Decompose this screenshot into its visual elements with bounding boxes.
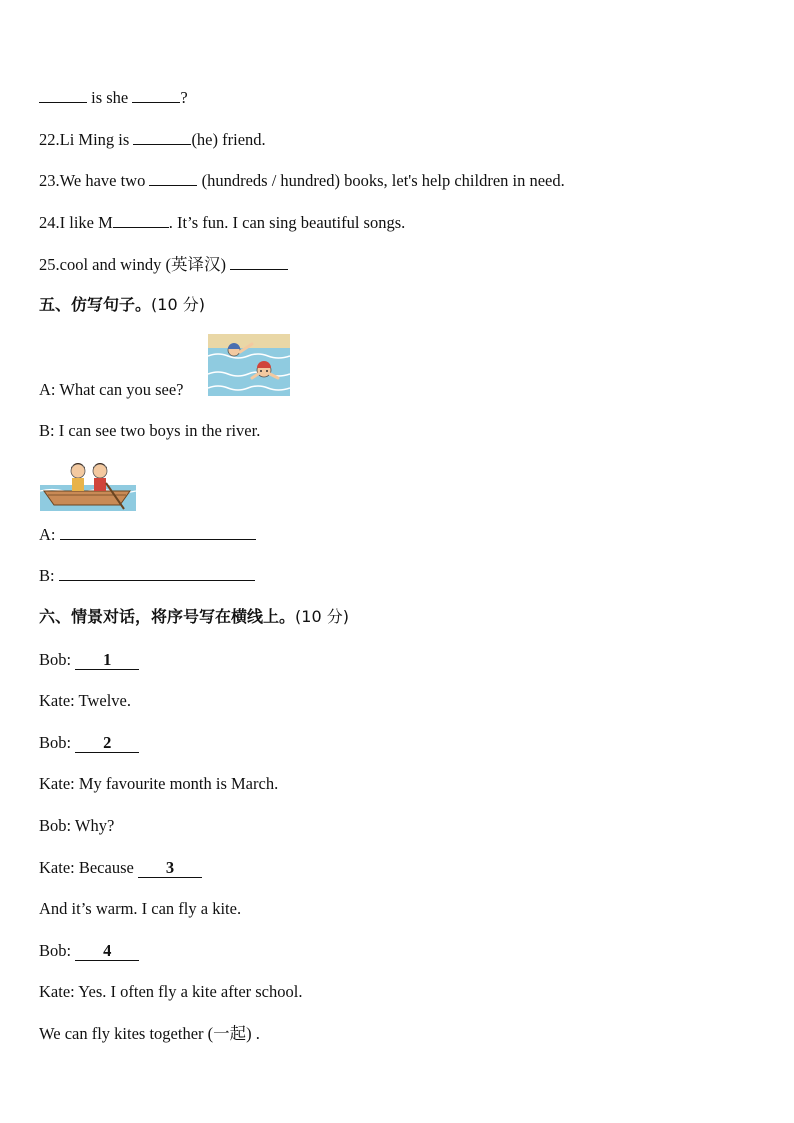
dialogue-text: Kate: My favourite month is March. [39, 774, 279, 793]
question-number: 25. [39, 255, 60, 274]
section-title: 六、情景对话，将序号写在横线上。 [39, 607, 296, 626]
speaker-label: Bob: [39, 733, 72, 752]
dialogue-line-4 [39, 773, 278, 795]
question-text: . It’s fun. I can sing beautiful songs. [168, 213, 406, 232]
answer-blank[interactable] [39, 87, 87, 103]
question-23 [39, 170, 565, 192]
dialogue-line-2 [39, 690, 131, 712]
model-question [39, 379, 183, 401]
question-text: We have two [59, 171, 146, 190]
question-text: is she [91, 88, 129, 107]
dialogue-text: We can fly kites together (一起) . [39, 1024, 260, 1043]
speaker-label: Kate: Because [39, 858, 134, 877]
question-mark: ? [180, 88, 188, 107]
dialogue-text: Kate: Yes. I often fly a kite after school. [39, 982, 303, 1001]
dialogue-line-5 [39, 815, 114, 837]
answer-blank[interactable] [149, 170, 197, 186]
dialogue-text: Bob: Why? [39, 816, 115, 835]
answer-blank[interactable] [113, 212, 169, 228]
numbered-blank[interactable] [138, 859, 202, 878]
question-25 [39, 254, 288, 276]
swimming-boys-image [208, 334, 290, 396]
answer-blank[interactable] [230, 254, 288, 270]
question-22 [39, 129, 266, 151]
numbered-blank[interactable] [75, 651, 139, 670]
section-6-heading [39, 606, 349, 628]
dialogue-line-7 [39, 898, 241, 920]
numbered-blank[interactable] [75, 942, 139, 961]
model-sentence-a: A: What can you see? [39, 380, 184, 399]
practice-answer [39, 565, 255, 587]
blank-number: 1 [103, 650, 112, 669]
practice-label-b: B: [39, 566, 55, 585]
dialogue-line-3 [39, 732, 139, 754]
dialogue-line-1 [39, 649, 139, 671]
question-hint: (he) friend. [191, 130, 266, 149]
blank-number: 3 [165, 858, 175, 877]
dialogue-line-9 [39, 981, 302, 1003]
section-5-heading [39, 294, 205, 316]
dialogue-line-8 [39, 940, 139, 962]
model-answer [39, 420, 260, 442]
practice-label-a: A: [39, 525, 56, 544]
model-sentence-b: B: I can see two boys in the river. [39, 421, 261, 440]
practice-answer-a[interactable] [60, 524, 256, 540]
answer-blank[interactable] [133, 129, 191, 145]
numbered-blank[interactable] [75, 734, 139, 753]
blank-number: 2 [103, 733, 112, 752]
question-number: 22. [39, 130, 60, 149]
question-text: Li Ming is [59, 130, 130, 149]
dialogue-line-6 [39, 857, 202, 879]
blank-number: 4 [103, 941, 112, 960]
question-24 [39, 212, 405, 234]
answer-blank[interactable] [132, 87, 180, 103]
dialogue-text: And it’s warm. I can fly a kite. [39, 899, 242, 918]
section-score: (10 分) [151, 295, 205, 314]
boating-children-image [40, 461, 136, 511]
question-hint: (hundreds / hundred) books, let's help children in need. [201, 171, 565, 190]
dialogue-text: Kate: Twelve. [39, 691, 132, 710]
question-text: cool and windy (英译汉) [59, 255, 226, 274]
practice-question [39, 524, 256, 546]
dialogue-line-10 [39, 1023, 260, 1045]
speaker-label: Bob: [39, 650, 72, 669]
section-title: 五、仿写句子。 [39, 295, 152, 314]
practice-answer-b[interactable] [59, 565, 255, 581]
question-text: I like M [59, 213, 113, 232]
section-score: (10 分) [295, 607, 349, 626]
question-number: 24. [39, 213, 60, 232]
question-number: 23. [39, 171, 60, 190]
speaker-label: Bob: [39, 941, 72, 960]
question-21-line [39, 87, 188, 109]
